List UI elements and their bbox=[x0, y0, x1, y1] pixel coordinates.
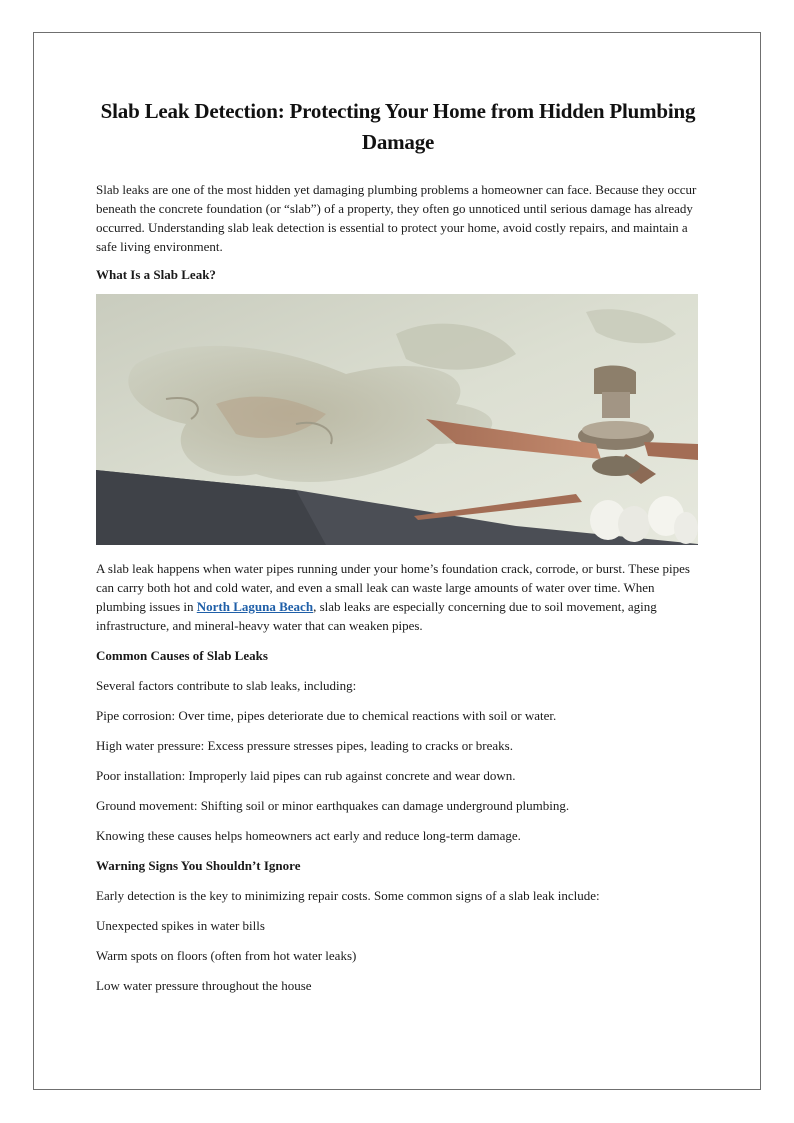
section-heading-causes: Common Causes of Slab Leaks bbox=[96, 648, 268, 663]
warning-item: Unexpected spikes in water bills bbox=[96, 918, 265, 933]
warning-lead: Early detection is the key to minimizing repair costs. Some common signs of a slab leak include: bbox=[96, 888, 600, 903]
cause-item: High water pressure: Excess pressure stresses pipes, leading to cracks or breaks. bbox=[96, 738, 513, 753]
article-content bbox=[96, 96, 700, 995]
section-heading-warning-signs: Warning Signs You Shouldn’t Ignore bbox=[96, 858, 301, 873]
causes-closing: Knowing these causes helps homeowners act early and reduce long-term damage. bbox=[96, 828, 521, 843]
cause-item: Poor installation: Improperly laid pipes can rub against concrete and wear down. bbox=[96, 768, 516, 783]
ceiling-water-damage-photo bbox=[96, 294, 698, 545]
north-laguna-beach-link[interactable]: North Laguna Beach bbox=[196, 599, 314, 614]
article-title: Slab Leak Detection: Protecting Your Home from Hidden Plumbing Damage bbox=[100, 99, 696, 154]
section-heading-what-is: What Is a Slab Leak? bbox=[96, 267, 216, 282]
warning-item: Low water pressure throughout the house bbox=[96, 978, 312, 993]
warning-item: Warm spots on floors (often from hot water leaks) bbox=[96, 948, 357, 963]
slab-leak-definition-paragraph: A slab leak happens when water pipes running under your home’s foundation crack, corrode, or burst. These pipes can carry both hot and cold water, and even a small leak can waste large amounts of water over time. When plumbing issues in North Laguna Beach, slab leaks are especially concerning due to soil movement, aging infrastructure, and mineral-heavy water that can weaken pipes. bbox=[96, 561, 690, 633]
intro-paragraph: Slab leaks are one of the most hidden yet damaging plumbing problems a homeowner can face. Because they occur beneath the concrete foundation (or “slab”) of a property, they often go unnoticed until serious damage has already occurred. Understanding slab leak detection is essential to protect your home, avoid costly repairs, and maintain a safe living environment. bbox=[96, 182, 697, 254]
cause-item: Pipe corrosion: Over time, pipes deteriorate due to chemical reactions with soil or water. bbox=[96, 708, 557, 723]
cause-item: Ground movement: Shifting soil or minor earthquakes can damage underground plumbing. bbox=[96, 798, 570, 813]
causes-lead: Several factors contribute to slab leaks, including: bbox=[96, 678, 357, 693]
